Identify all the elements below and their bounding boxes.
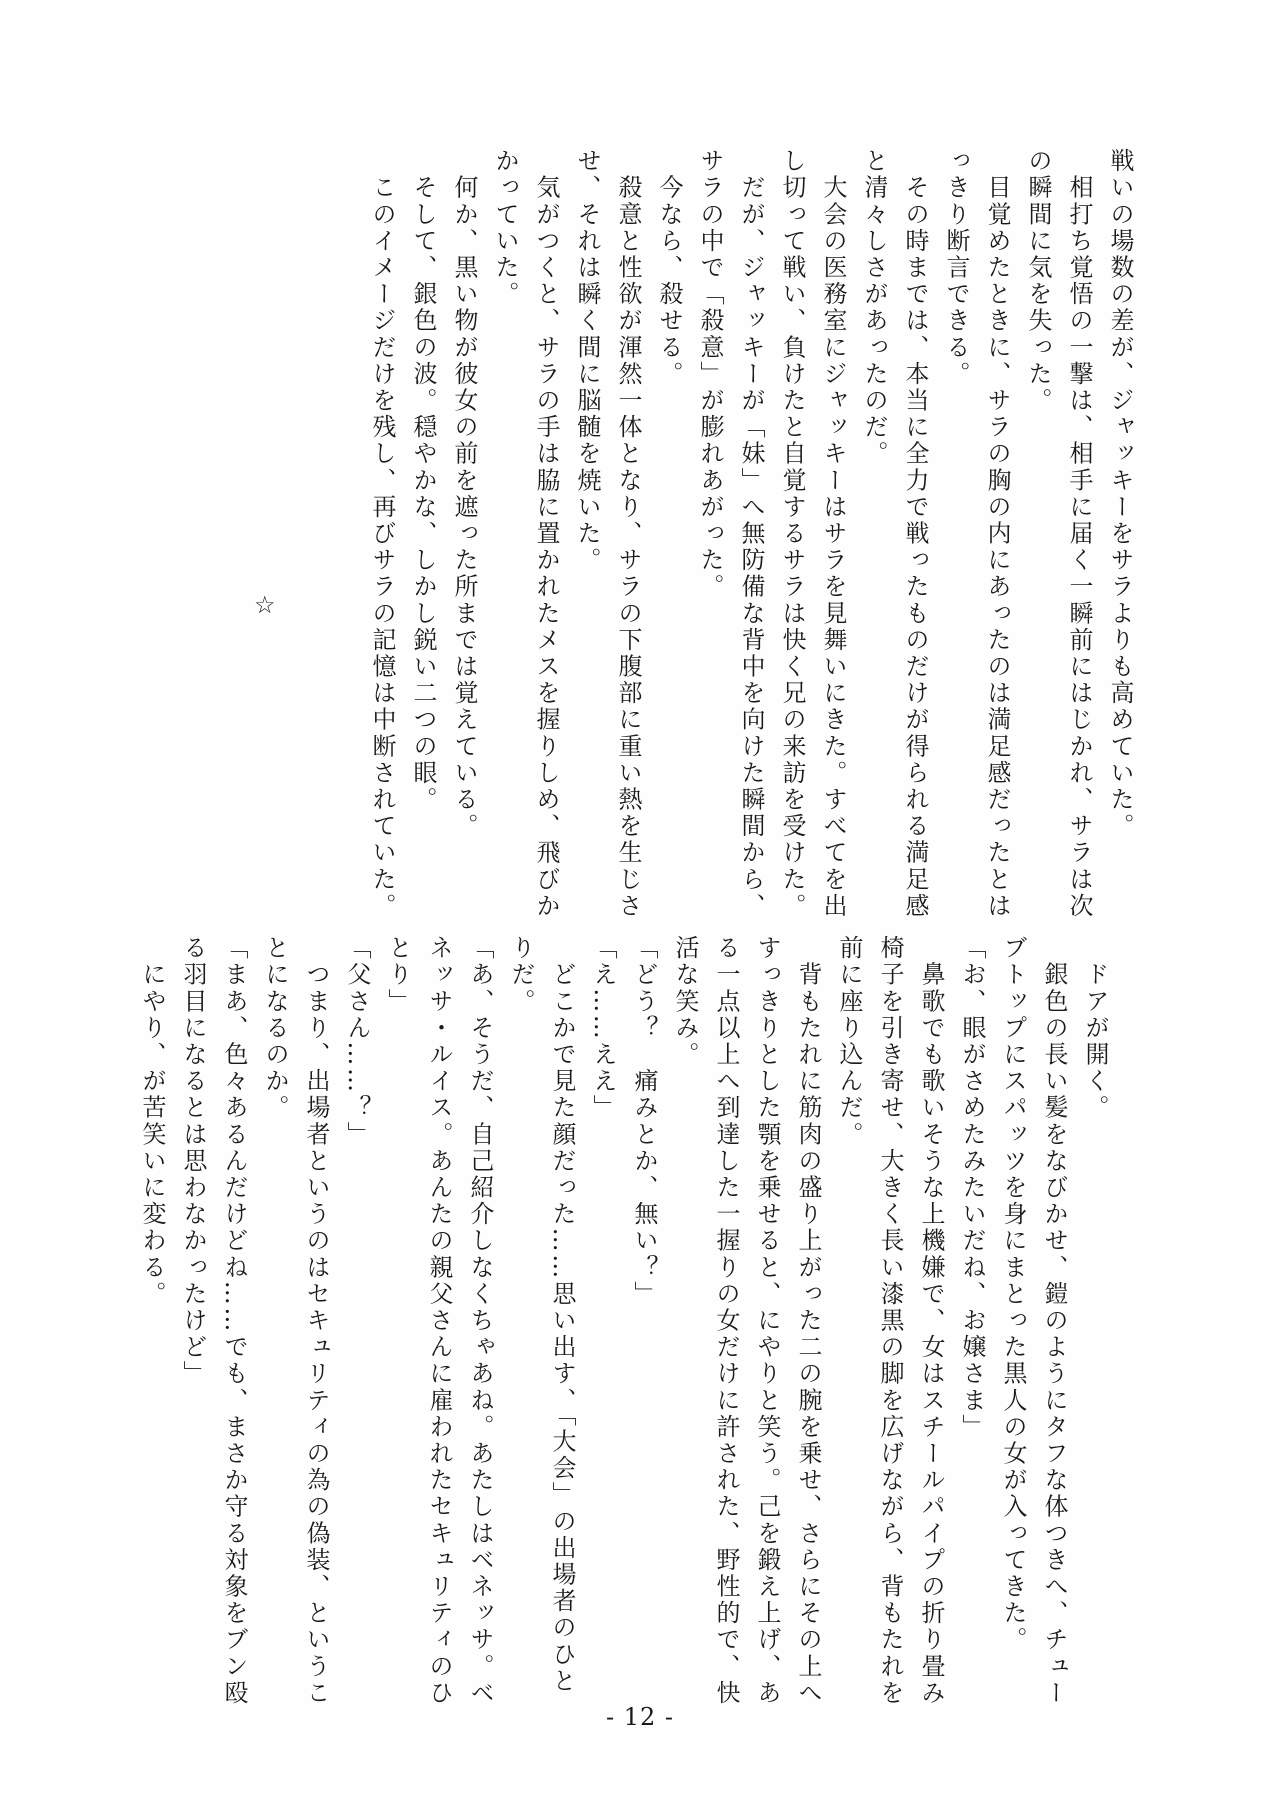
text-line: りだ。: [507, 935, 535, 1015]
text-line: 「父さん……？」: [343, 935, 371, 1148]
text-line: と清々しさがあったのだ。: [860, 148, 888, 468]
text-line: 相打ち覚悟の一撃は、相手に届く一瞬前にはじかれ、サラは次: [1065, 148, 1093, 920]
text-line: 椅子を引き寄せ、大きく長い漆黒の脚を広げながら、背もたれを: [876, 935, 904, 1707]
text-line: 「え……ええ」: [589, 935, 617, 1122]
text-line: にやり、が苦笑いに変わる。: [138, 935, 166, 1308]
text-line: の瞬間に気を失った。: [1024, 148, 1052, 414]
text-line: 銀色の長い髪をなびかせ、鎧のようにタフな体つきへ、チュー: [1040, 935, 1068, 1707]
text-line: その時までは、本当に全力で戦ったものだけが得られる満足感: [901, 148, 929, 920]
text-line: し切って戦い、負けたと自覚するサラは快く兄の来訪を受けた。: [778, 148, 806, 920]
text-line: 戦いの場数の差が、ジャッキーをサラよりも高めていた。: [1106, 148, 1134, 840]
text-line: ドアが開く。: [1081, 935, 1109, 1122]
text-line: サラの中で「殺意」が膨れあがった。: [696, 148, 724, 601]
text-line: 今なら、殺せる。: [655, 148, 683, 388]
text-line: ブトップにスパッツを身にまとった黒人の女が入ってきた。: [999, 935, 1027, 1654]
text-line: とになるのか。: [261, 935, 289, 1122]
text-line: 鼻歌でも歌いそうな上機嫌で、女はスチールパイプの折り畳み: [917, 935, 945, 1707]
text-line: そして、銀色の波。穏やかな、しかし鋭い二つの眼。: [409, 148, 437, 813]
text-line: どこかで見た顔だった……思い出す、「大会」の出場者のひと: [548, 935, 576, 1695]
text-line: とり」: [384, 935, 412, 1015]
text-line: 殺意と性欲が渾然一体となり、サラの下腹部に重い熱を生じさ: [614, 148, 642, 920]
text-line: 活な笑み。: [671, 935, 699, 1068]
text-line: 目覚めたときに、サラの胸の内にあったのは満足感だったとは: [983, 148, 1011, 920]
text-line: 何か、黒い物が彼女の前を遮った所までは覚えている。: [450, 148, 478, 840]
upper-text-block: [361, 148, 1140, 920]
lower-text-block: [131, 935, 1115, 1707]
text-line: 「あ、そうだ、自己紹介しなくちゃあね。あたしはベネッサ。ベ: [466, 935, 494, 1707]
text-line: 気がつくと、サラの手は脇に置かれたメスを握りしめ、飛びか: [532, 148, 560, 920]
text-line: せ、それは瞬く間に脳髄を焼いた。: [573, 148, 601, 574]
text-line: かっていた。: [491, 148, 519, 308]
text-line: つまり、出場者というのはセキュリティの為の偽装、というこ: [302, 935, 330, 1707]
text-line: る羽目になるとは思わなかったけど」: [179, 935, 207, 1388]
text-line: 「どう？ 痛みとか、無い？」: [630, 935, 658, 1308]
text-line: このイメージだけを残し、再びサラの記憶は中断されていた。: [368, 148, 396, 920]
text-line: ネッサ・ルイス。あんたの親父さんに雇われたセキュリティのひ: [425, 935, 453, 1707]
text-line: っきり断言できる。: [942, 148, 970, 388]
text-line: 大会の医務室にジャッキーはサラを見舞いにきた。すべてを出: [819, 148, 847, 920]
text-line: 「お、眼がさめたみたいだね、お嬢さま」: [958, 935, 986, 1441]
page-number: - 12 -: [605, 1703, 674, 1731]
section-separator-star: ☆: [254, 591, 276, 619]
text-line: だが、ジャッキーが「妹」へ無防備な背中を向けた瞬間から、: [737, 148, 765, 920]
text-line: 背もたれに筋肉の盛り上がった二の腕を乗せ、さらにその上へ: [794, 935, 822, 1707]
text-line: る一点以上へ到達した一握りの女だけに許された、野性的で、快: [712, 935, 740, 1707]
text-line: 「まあ、色々あるんだけどね……でも、まさか守る対象をブン殴: [220, 935, 248, 1707]
text-line: 前に座り込んだ。: [835, 935, 863, 1148]
text-line: すっきりとした顎を乗せると、にやりと笑う。己を鍛え上げ、あ: [753, 935, 781, 1707]
